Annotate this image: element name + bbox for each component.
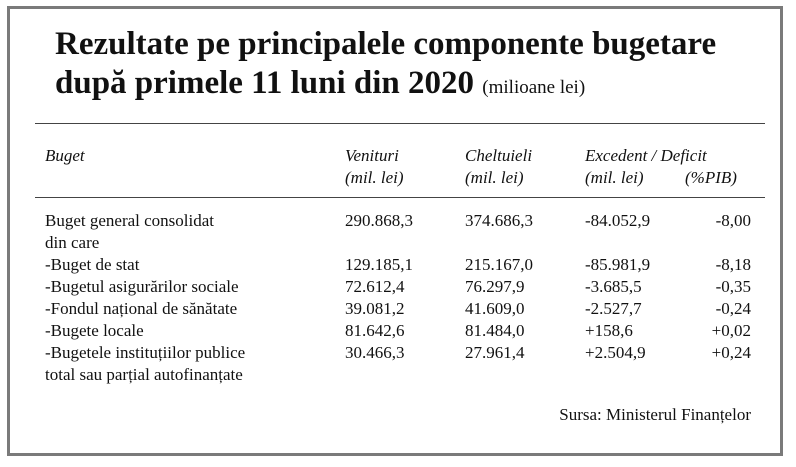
row-label-continued: total sau parțial autofinanțate	[45, 365, 243, 384]
table-header-rule	[35, 197, 765, 198]
row-expenses: 76.297,9	[465, 277, 525, 296]
row-balance-pct: -0,35	[715, 277, 751, 296]
title-unit: (milioane lei)	[482, 77, 586, 98]
row-balance-pct: -0,24	[715, 299, 751, 318]
row-balance: +158,6	[585, 321, 633, 340]
row-expenses: 374.686,3	[465, 211, 533, 230]
row-expenses: 215.167,0	[465, 255, 533, 274]
source-note: Sursa: Ministerul Finanțelor	[559, 405, 751, 424]
row-revenue: 30.466,3	[345, 343, 405, 362]
row-label: -Bugetul asigurărilor sociale	[45, 277, 239, 296]
row-revenue: 39.081,2	[345, 299, 405, 318]
row-balance-pct: -8,18	[715, 255, 751, 274]
header-revenue-unit: (mil. lei)	[345, 168, 404, 187]
row-balance-pct: +0,24	[711, 343, 751, 362]
row-label-continued: din care	[45, 233, 100, 252]
row-revenue: 72.612,4	[345, 277, 405, 296]
row-balance: +2.504,9	[585, 343, 646, 362]
row-revenue: 129.185,1	[345, 255, 413, 274]
row-balance: -2.527,7	[585, 299, 642, 318]
row-label: -Bugete locale	[45, 321, 144, 340]
header-revenue: Venituri	[345, 146, 399, 165]
table-top-rule	[35, 123, 765, 124]
row-balance: -3.685,5	[585, 277, 642, 296]
title-line-2: după primele 11 luni din 2020	[55, 65, 475, 101]
header-budget: Buget	[45, 146, 85, 165]
header-balance: Excedent / Deficit	[585, 146, 707, 165]
row-balance: -85.981,9	[585, 255, 651, 274]
row-expenses: 41.609,0	[465, 299, 525, 318]
row-expenses: 27.961,4	[465, 343, 525, 362]
header-expenses-unit: (mil. lei)	[465, 168, 524, 187]
row-label: -Bugetele instituțiilor publice	[45, 343, 246, 362]
row-balance-pct: +0,02	[711, 321, 751, 340]
row-label: -Buget de stat	[45, 255, 140, 274]
header-expenses: Cheltuieli	[465, 146, 533, 165]
row-label: Buget general consolidat	[45, 211, 215, 230]
row-balance-pct: -8,00	[715, 211, 751, 230]
row-balance: -84.052,9	[585, 211, 651, 230]
header-balance-pct: (%PIB)	[685, 168, 737, 187]
row-revenue: 81.642,6	[345, 321, 405, 340]
header-balance-unit: (mil. lei)	[585, 168, 644, 187]
row-expenses: 81.484,0	[465, 321, 525, 340]
title-line-1: Rezultate pe principalele componente bugetare	[55, 26, 717, 62]
row-label: -Fondul național de sănătate	[45, 299, 238, 318]
document-title	[55, 25, 716, 107]
row-revenue: 290.868,3	[345, 211, 413, 230]
